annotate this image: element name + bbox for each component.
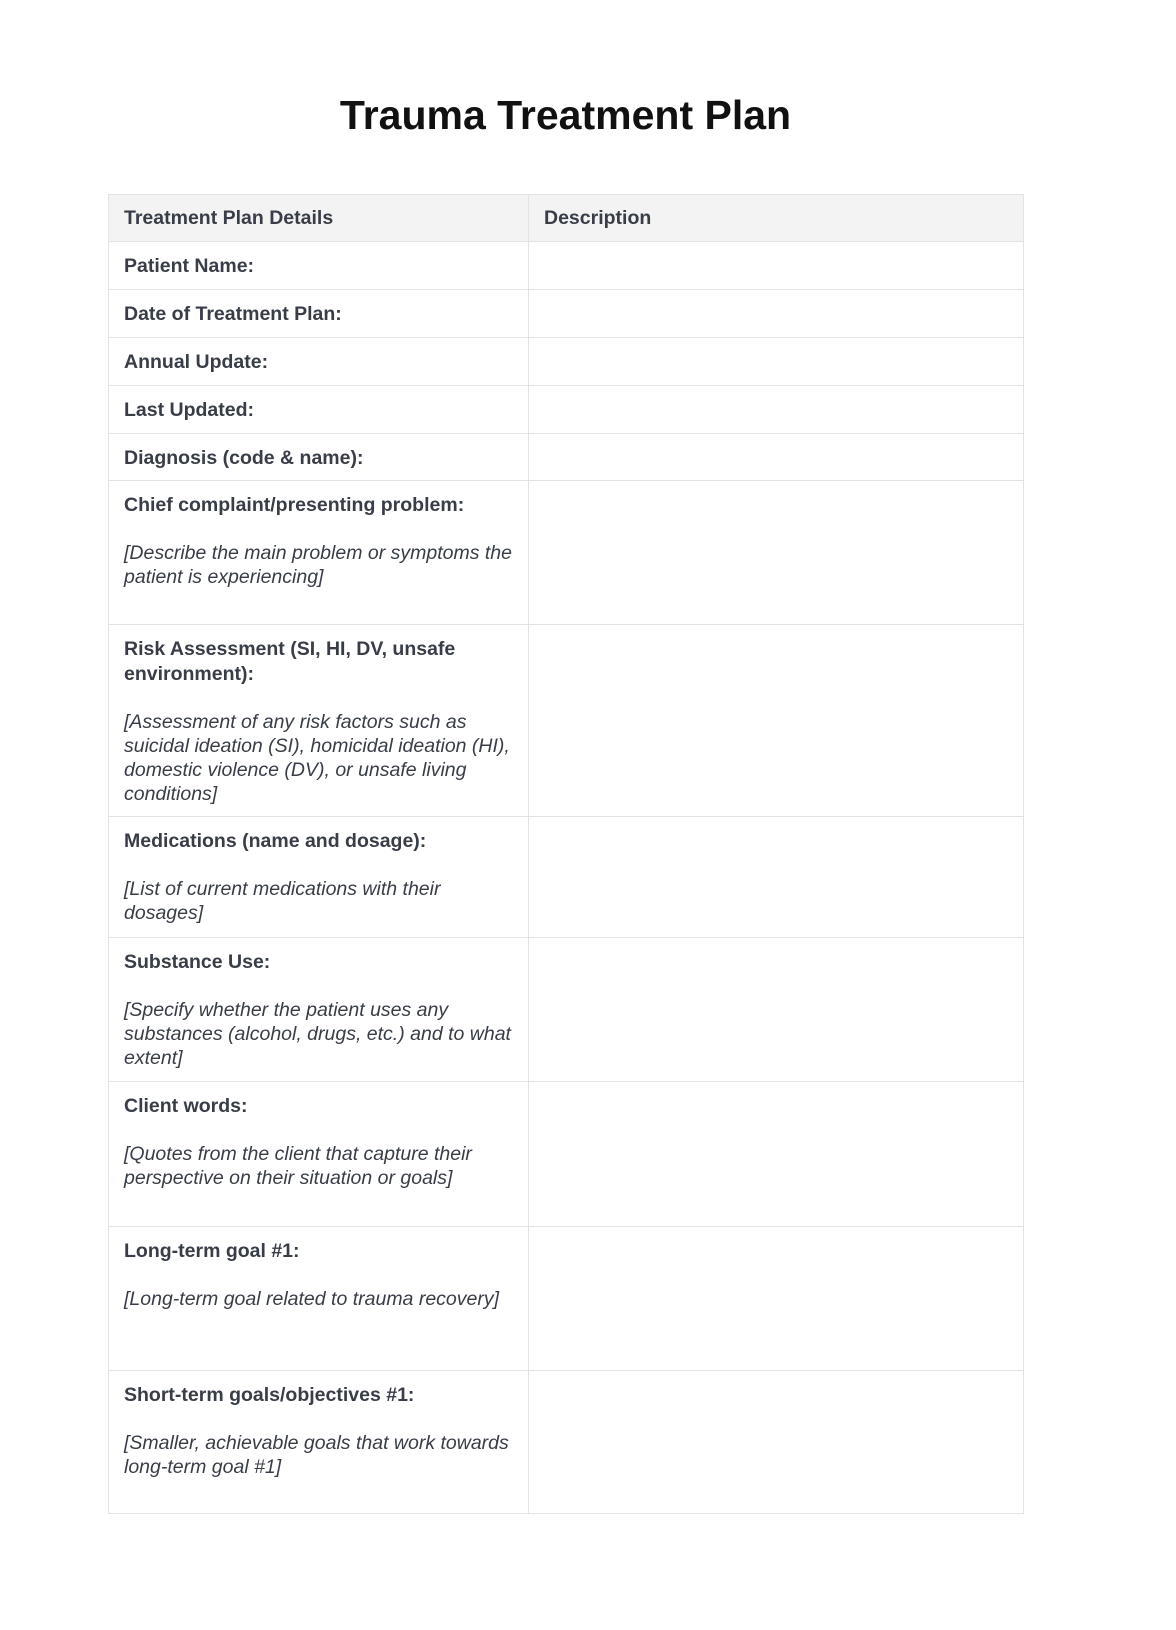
- table-row: [109, 938, 1024, 1082]
- description-field[interactable]: [529, 242, 1024, 290]
- table-row: [109, 817, 1024, 938]
- row-label: Medications (name and dosage):: [124, 830, 427, 852]
- row-label: Patient Name:: [124, 255, 255, 277]
- row-hint: [Assessment of any risk factors such as suicidal ideation (SI), homicidal ideation (HI), domestic violence (DV), or unsafe living conditions]: [124, 711, 510, 805]
- table-row: [109, 386, 1024, 434]
- row-hint: [List of current medications with their dosages]: [124, 878, 441, 924]
- row-label-cell: [109, 1371, 529, 1514]
- header-description: Description: [529, 195, 1024, 242]
- row-label: Substance Use:: [124, 951, 271, 973]
- row-label-cell: [109, 386, 529, 434]
- row-label: Long-term goal #1:: [124, 1240, 300, 1262]
- page-title: Trauma Treatment Plan: [339, 92, 792, 138]
- treatment-plan-table: [108, 194, 1024, 1514]
- row-label: Client words:: [124, 1095, 248, 1117]
- row-label: Date of Treatment Plan:: [124, 303, 342, 325]
- row-hint: [Long-term goal related to trauma recovery]: [124, 1288, 500, 1310]
- row-label-cell: [109, 1082, 529, 1227]
- table-row: [109, 434, 1024, 481]
- row-label: Risk Assessment (SI, HI, DV, unsafe environment):: [124, 638, 456, 685]
- table-row: [109, 338, 1024, 386]
- description-field[interactable]: [529, 938, 1024, 1082]
- table-row: [109, 625, 1024, 817]
- row-hint: [Specify whether the patient uses any substances (alcohol, drugs, etc.) and to what extent]: [124, 999, 511, 1069]
- row-hint: [Smaller, achievable goals that work towards long-term goal #1]: [124, 1432, 509, 1478]
- row-label-cell: [109, 434, 529, 481]
- row-label-cell: [109, 1227, 529, 1371]
- row-label-cell: [109, 290, 529, 338]
- row-hint: [Describe the main problem or symptoms the patient is experiencing]: [124, 542, 512, 588]
- description-field[interactable]: [529, 1082, 1024, 1227]
- row-label-cell: [109, 242, 529, 290]
- row-label: Chief complaint/presenting problem:: [124, 494, 465, 516]
- row-label: Short-term goals/objectives #1:: [124, 1384, 415, 1406]
- table-header-row: [109, 195, 1024, 242]
- table-row: [109, 1227, 1024, 1371]
- row-label-cell: [109, 625, 529, 817]
- row-label-cell: [109, 338, 529, 386]
- description-field[interactable]: [529, 434, 1024, 481]
- description-field[interactable]: [529, 481, 1024, 625]
- table-row: [109, 290, 1024, 338]
- description-field[interactable]: [529, 1371, 1024, 1514]
- description-field[interactable]: [529, 290, 1024, 338]
- row-label-cell: [109, 938, 529, 1082]
- table-row: [109, 1371, 1024, 1514]
- row-label-cell: [109, 817, 529, 938]
- description-field[interactable]: [529, 1227, 1024, 1371]
- table-row: [109, 242, 1024, 290]
- row-hint: [Quotes from the client that capture their perspective on their situation or goals]: [124, 1143, 472, 1189]
- table-row: [109, 1082, 1024, 1227]
- row-label: Annual Update:: [124, 351, 269, 373]
- description-field[interactable]: [529, 625, 1024, 817]
- description-field[interactable]: [529, 338, 1024, 386]
- row-label: Diagnosis (code & name):: [124, 447, 364, 469]
- header-details: Treatment Plan Details: [109, 195, 529, 242]
- description-field[interactable]: [529, 386, 1024, 434]
- table-row: [109, 481, 1024, 625]
- description-field[interactable]: [529, 817, 1024, 938]
- row-label: Last Updated:: [124, 399, 255, 421]
- row-label-cell: [109, 481, 529, 625]
